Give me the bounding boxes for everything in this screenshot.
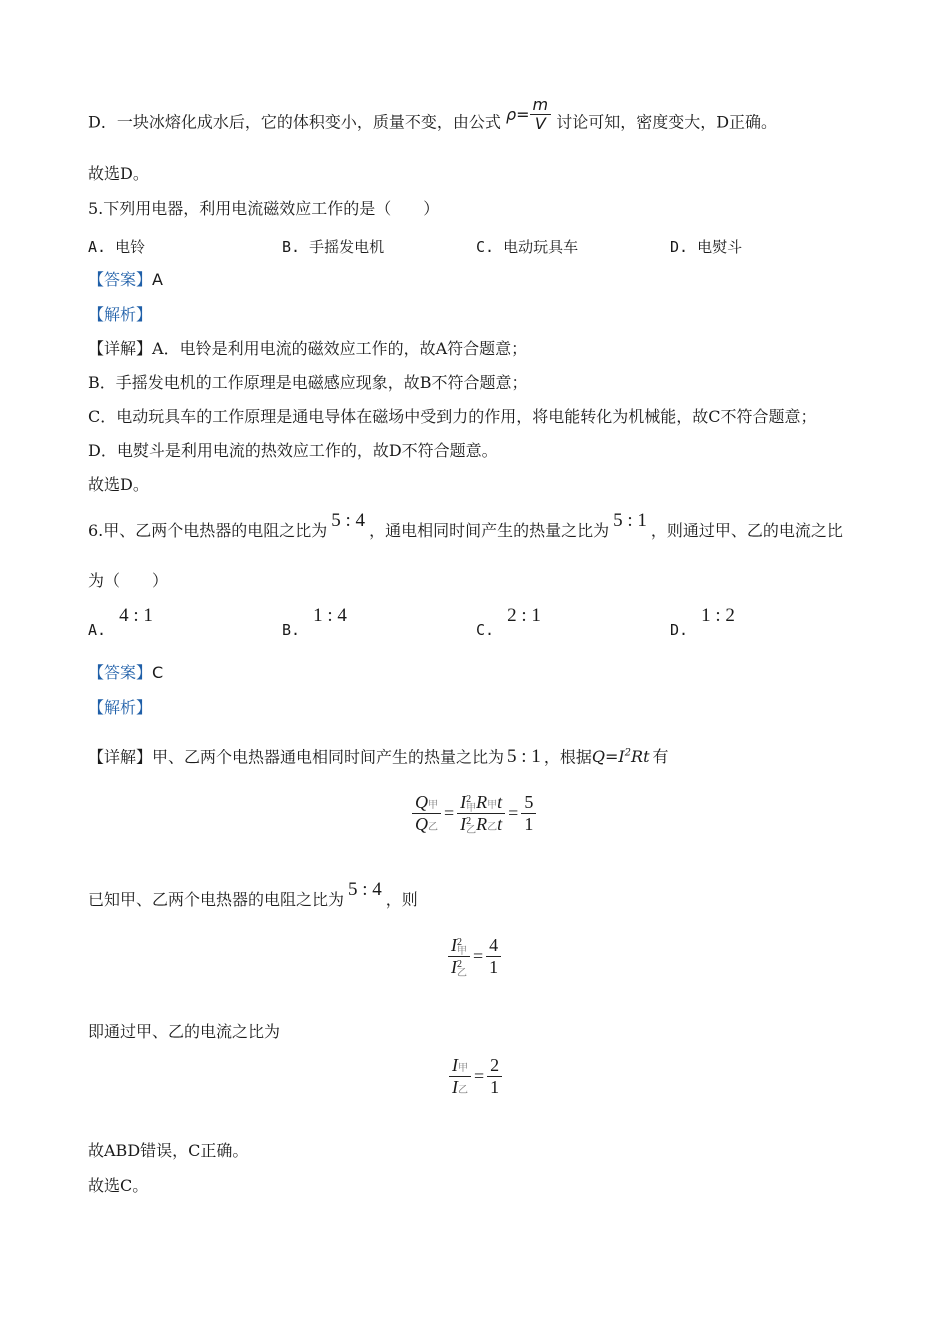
q6-option-d: [670, 605, 739, 639]
eq2-rhs-denominator: 1: [489, 956, 499, 977]
eq2-i1-sub: 甲: [457, 945, 467, 957]
q5-stem: 5.下列用电器，利用电流磁效应工作的是（ ）: [88, 199, 440, 218]
q5-detail-line-4: D．电熨斗是利用电流的热效应工作的，故D不符合题意。: [88, 441, 498, 460]
q4-d-text-post: 讨论可知，密度变大，D正确。: [556, 112, 778, 132]
eq1-i1: I: [460, 792, 467, 812]
eq3-i1-sub: 甲: [458, 1063, 468, 1074]
eq2-i2-sub: 乙: [457, 967, 467, 979]
q6-option-a-letter: A.: [88, 621, 107, 639]
q6-answer-tag: 【答案】: [88, 663, 153, 682]
q6-answer-value: C: [152, 663, 164, 682]
eq1-q2-sub: 乙: [428, 821, 438, 833]
q5-answer-value: A: [152, 270, 163, 289]
eq2-i1-square: 2: [457, 936, 462, 948]
q6-ratio-resistance: 5 : 4: [331, 510, 366, 531]
q5-option-b-text: 手摇发电机: [309, 238, 385, 256]
q5-analysis-tag: 【解析】: [88, 305, 153, 324]
q6-option-c-ratio: 2 : 1: [507, 605, 541, 626]
joule-formula: [592, 747, 650, 766]
q6-known-line: [88, 879, 418, 910]
q5-choose: 故选D。: [88, 475, 149, 494]
q6-stem-d: 为（ ）: [88, 571, 169, 590]
q6-analysis-tag: 【解析】: [88, 698, 153, 717]
density-formula-lhs: ρ=: [505, 104, 530, 124]
q4-choose: 故选D。: [88, 164, 149, 183]
q5-detail-text-1: A．电铃是利用电流的磁效应工作的，故A符合题意；: [152, 339, 528, 358]
eq1-r2: R: [476, 813, 488, 834]
q5-detail-line-3: C．电动玩具车的工作原理是通电导体在磁场中受到力的作用，将电能转化为机械能，故C不符合题意；: [88, 407, 817, 426]
eq3-rhs-numerator: 2: [487, 1055, 502, 1077]
equation-current-ratio: [449, 1055, 502, 1097]
q6-choose: 故选C。: [88, 1176, 149, 1195]
q5-option-d-text: 电熨斗: [697, 238, 743, 256]
q6-detail-tag: 【详解】: [88, 747, 153, 767]
eq2-equals: =: [473, 945, 484, 966]
eq2-i2: I: [451, 956, 457, 977]
equation-heat-ratio: [412, 792, 536, 835]
joule-formula-q: Q=I: [591, 747, 625, 767]
q6-stem-a: 6.甲、乙两个电热器的电阻之比为: [88, 521, 328, 540]
density-formula: [506, 96, 551, 134]
q6-stem-b: ，通电相同时间产生的热量之比为: [369, 521, 610, 540]
q6-option-b-letter: B.: [282, 621, 301, 639]
q6-known-a: 已知甲、乙两个电热器的电阻之比为: [88, 890, 345, 909]
q6-detail-ratio: 5 : 1: [507, 746, 541, 768]
eq1-i1-square: 2: [466, 793, 472, 805]
q4-option-d-line: [88, 95, 778, 142]
eq3-equals: =: [474, 1065, 485, 1086]
eq1-rhs-denominator: 1: [524, 813, 534, 834]
eq1-q2: Q: [415, 813, 428, 834]
eq2-i1: I: [451, 935, 457, 955]
q6-option-d-letter: D.: [670, 621, 689, 639]
q5-option-a-letter: A.: [88, 238, 107, 256]
eq3-rhs-denominator: 1: [490, 1076, 500, 1097]
joule-formula-rt: Rt: [631, 747, 650, 767]
eq1-equals-1: =: [444, 802, 455, 823]
q6-option-c-letter: C.: [476, 621, 495, 639]
eq2-rhs-numerator: 4: [486, 935, 501, 957]
eq1-r1: R: [476, 792, 488, 812]
eq1-r1-sub: 甲: [487, 800, 498, 811]
q6-option-b: [282, 605, 351, 639]
q6-known-b: ，则: [385, 890, 418, 909]
eq3-i1: I: [452, 1055, 458, 1075]
q6-thus-line: 即通过甲、乙的电流之比为: [88, 1022, 281, 1041]
q6-option-b-ratio: 1 : 4: [313, 605, 347, 626]
q6-stem-c: ，则通过甲、乙的电流之比: [650, 521, 843, 540]
eq1-i2: I: [460, 813, 467, 834]
q5-detail-tag: 【详解】: [88, 339, 153, 358]
q6-option-a-ratio: 4 : 1: [119, 605, 153, 626]
q5-option-d: [670, 236, 742, 257]
q5-answer-tag: 【答案】: [88, 270, 153, 289]
density-formula-denominator: V: [534, 114, 546, 134]
eq2-i2-square: 2: [457, 958, 462, 970]
q6-detail-b: ，根据: [543, 747, 592, 767]
q5-option-c: [476, 236, 578, 257]
eq3-i2: I: [452, 1076, 458, 1097]
equation-current-square-ratio: [448, 935, 501, 978]
eq1-rhs-numerator: 5: [521, 792, 536, 814]
q6-detail-c: 有: [652, 747, 669, 767]
eq1-equals-2: =: [508, 802, 519, 823]
q5-detail-line-2: B．手摇发电机的工作原理是电磁感应现象，故B不符合题意；: [88, 373, 528, 392]
q5-option-b-letter: B.: [282, 238, 301, 256]
q5-option-b: [282, 236, 384, 257]
q6-detail-a: 甲、乙两个电热器通电相同时间产生的热量之比为: [152, 747, 505, 767]
q5-option-a-text: 电铃: [115, 238, 146, 256]
q5-answer-line: [88, 270, 163, 290]
q6-option-c: [476, 605, 545, 639]
eq1-i1-sub: 甲: [466, 802, 477, 814]
joule-formula-square: 2: [624, 748, 632, 759]
q6-conclusion: 故ABD错误，C正确。: [88, 1141, 249, 1160]
q5-option-a: [88, 236, 145, 257]
eq1-i2-sub: 乙: [466, 824, 477, 836]
eq1-t2: t: [497, 813, 503, 834]
q6-ratio-heat: 5 : 1: [613, 510, 647, 531]
q4-d-text-pre: D．一块冰熔化成水后，它的体积变小，质量不变，由公式: [88, 112, 501, 132]
eq1-q1: Q: [415, 792, 428, 813]
q5-option-c-text: 电动玩具车: [503, 238, 579, 256]
eq1-t1: t: [497, 792, 503, 812]
q6-detail-line: [88, 744, 669, 767]
eq1-q1-sub: 甲: [428, 800, 438, 812]
q6-answer-line: [88, 663, 163, 683]
q6-option-a: [88, 605, 157, 639]
density-formula-numerator: m: [530, 96, 552, 115]
eq1-r2-sub: 乙: [487, 821, 498, 833]
eq3-i2-sub: 乙: [458, 1084, 468, 1096]
q5-option-c-letter: C.: [476, 238, 495, 256]
q5-detail-line-1: [88, 339, 527, 359]
eq1-i2-square: 2: [466, 815, 472, 827]
q6-stem-line-1: [88, 510, 843, 541]
q6-known-ratio: 5 : 4: [348, 879, 382, 900]
q5-option-d-letter: D.: [670, 238, 689, 256]
q6-option-d-ratio: 1 : 2: [701, 605, 735, 626]
